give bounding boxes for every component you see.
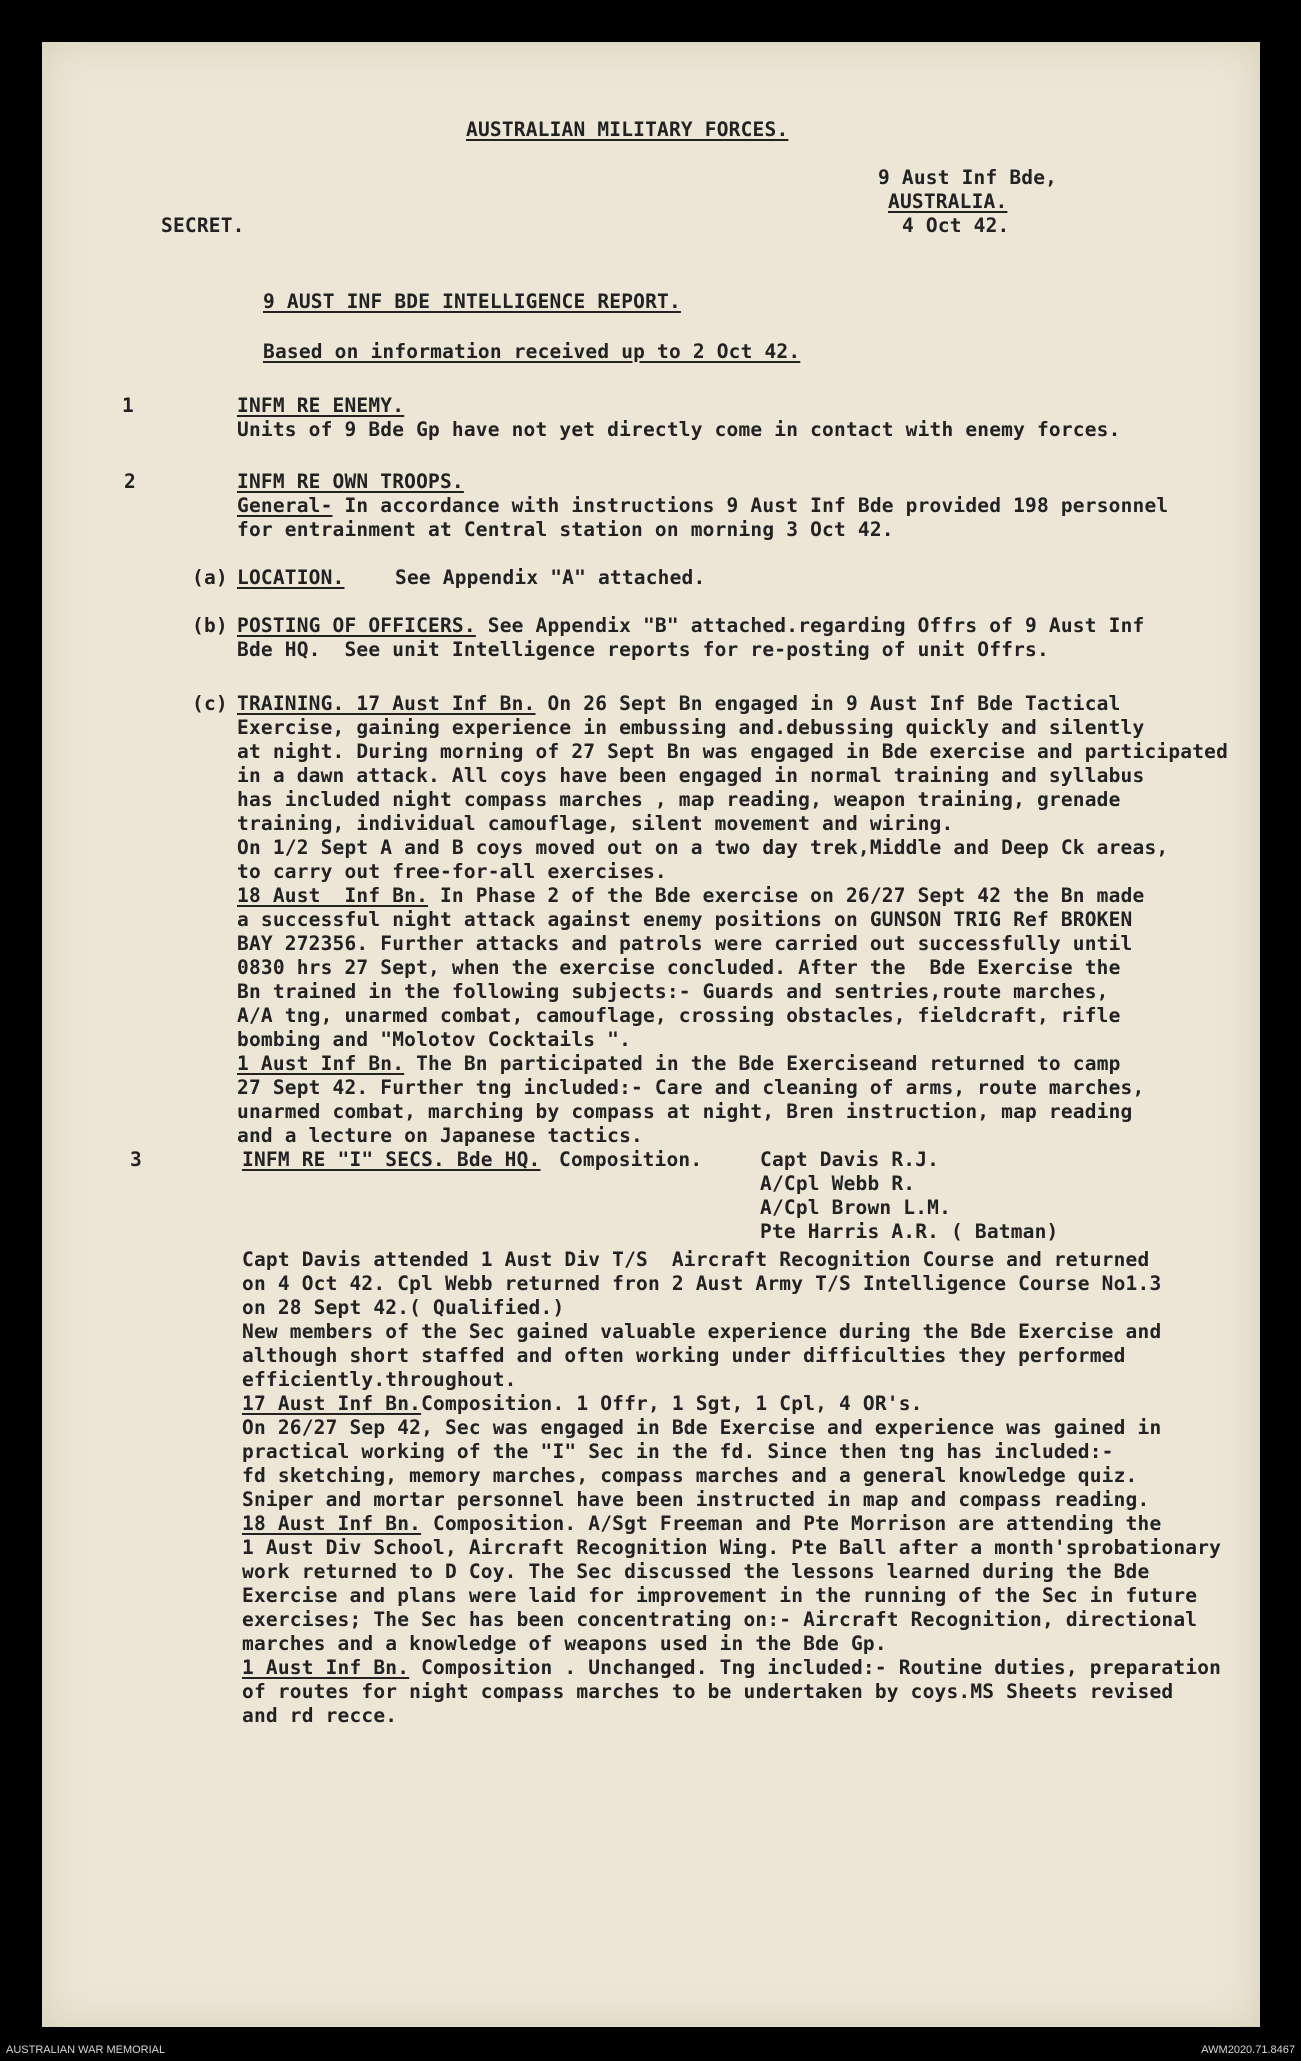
item-c-line-8: to carry out free-for-all exercises. xyxy=(237,860,667,883)
item-c-line-4: in a dawn attack. All coys have been engaged in normal training and syllabus xyxy=(237,764,1145,787)
section-3-line-5: although short staffed and often working under difficulties they performed xyxy=(242,1344,1126,1367)
footer-institution: AUSTRALIAN WAR MEMORIAL xyxy=(6,2044,166,2056)
sec17-line-3: practical working of the "I" Sec in the fd. Since then tng has included:- xyxy=(242,1440,1114,1463)
footer-accession-number: AWM2020.71.8467 xyxy=(1201,2044,1295,2056)
item-c-line-5: has included night compass marches , map reading, weapon training, grenade xyxy=(237,788,1121,811)
sec18-line-1 xyxy=(242,1512,1161,1536)
classification: SECRET. xyxy=(161,214,245,237)
bn18-line-1 xyxy=(237,884,1144,908)
item-b-label: (b) xyxy=(192,614,228,637)
section-3-line-6: efficiently.throughout. xyxy=(242,1368,517,1391)
item-a-heading: LOCATION. xyxy=(237,566,345,589)
item-b-heading: POSTING OF OFFICERS. xyxy=(237,614,476,637)
bn18-line-3: BAY 272356. Further attacks and patrols were carried out successfully until xyxy=(237,932,1133,955)
bn18-heading: 18 Aust Inf Bn. xyxy=(237,884,429,907)
sec17-heading: 17 Aust Inf Bn. xyxy=(242,1392,422,1415)
personnel-4: Pte Harris A.R. ( Batman) xyxy=(760,1220,1059,1243)
header-unit: 9 Aust Inf Bde, xyxy=(878,166,1058,189)
bn18-line-7: bombing and "Molotov Cocktails ". xyxy=(237,1028,632,1051)
header-country: AUSTRALIA. xyxy=(888,190,1008,213)
header-title: AUSTRALIAN MILITARY FORCES. xyxy=(466,118,789,141)
section-3-heading: INFM RE "I" SECS. Bde HQ. xyxy=(242,1148,541,1171)
general-label: General- xyxy=(237,494,333,517)
section-3-line-2: on 4 Oct 42. Cpl Webb returned fron 2 Aust Army T/S Intelligence Course No1.3 xyxy=(242,1272,1162,1295)
personnel-3: A/Cpl Brown L.M. xyxy=(760,1196,952,1219)
section-3-line-1: Capt Davis attended 1 Aust Div T/S Aircraft Recognition Course and returned xyxy=(242,1248,1150,1271)
sec18-line-5: exercises; The Sec has been concentrating on:- Aircraft Recognition, directional xyxy=(242,1608,1198,1631)
section-1-number: 1 xyxy=(122,394,134,417)
sec18-heading: 18 Aust Inf Bn. xyxy=(242,1512,422,1535)
item-c-line-2: Exercise, gaining experience in embussing and.debussing quickly and silently xyxy=(237,716,1145,739)
bn1-line-4: and a lecture on Japanese tactics. xyxy=(237,1124,643,1147)
section-2-heading: INFM RE OWN TROOPS. xyxy=(237,470,464,493)
general-text: In accordance with instructions 9 Aust Inf Bde provided 198 personnel xyxy=(332,494,1169,517)
sec17-line-2: On 26/27 Sep 42, Sec was engaged in Bde Exercise and experience was gained in xyxy=(242,1416,1162,1439)
item-c-heading: TRAINING. 17 Aust Inf Bn. xyxy=(237,692,536,715)
sec17-line-4: fd sketching, memory marches, compass marches and a general knowledge quiz. xyxy=(242,1464,1138,1487)
personnel-2: A/Cpl Webb R. xyxy=(760,1172,916,1195)
sec18-line-3: work returned to D Coy. The Sec discussed the lessons learned during the Bde xyxy=(242,1560,1150,1583)
item-c-label: (c) xyxy=(192,692,228,715)
section-1-line: Units of 9 Bde Gp have not yet directly come in contact with enemy forces. xyxy=(237,418,1121,441)
sec1-text: Composition . Unchanged. Tng included:- Routine duties, preparation xyxy=(409,1656,1222,1679)
section-2-line: for entrainment at Central station on morning 3 Oct 42. xyxy=(237,518,894,541)
bn18-line-5: Bn trained in the following subjects:- Guards and sentries,route marches, xyxy=(237,980,1109,1003)
sec17-text: Composition. 1 Offr, 1 Sgt, 1 Cpl, 4 OR's. xyxy=(421,1392,923,1415)
bn18-line-4: 0830 hrs 27 Sept, when the exercise concluded. After the Bde Exercise the xyxy=(237,956,1121,979)
bn1-line-1 xyxy=(237,1052,1121,1076)
sec17-line-5: Sniper and mortar personnel have been instructed in map and compass reading. xyxy=(242,1488,1150,1511)
section-3-line-4: New members of the Sec gained valuable experience during the Bde Exercise and xyxy=(242,1320,1162,1343)
section-1-heading: INFM RE ENEMY. xyxy=(237,394,405,417)
bn1-text: The Bn participated in the Bde Exerciseand returned to camp xyxy=(404,1052,1121,1075)
item-b-line xyxy=(237,614,1144,638)
sec1-line-2: of routes for night compass marches to be undertaken by coys.MS Sheets revised xyxy=(242,1680,1174,1703)
item-c-line-3: at night. During morning of 27 Sept Bn was engaged in Bde exercise and participated xyxy=(237,740,1229,763)
section-3-number: 3 xyxy=(130,1148,142,1171)
section-3-composition: Composition. xyxy=(559,1148,703,1171)
sec18-line-2: 1 Aust Div School, Aircraft Recognition Wing. Pte Ball after a month'sprobationary xyxy=(242,1536,1222,1559)
bn18-text: In Phase 2 of the Bde exercise on 26/27 Sept 42 the Bn made xyxy=(428,884,1145,907)
section-2-general xyxy=(237,494,1168,518)
section-2-number: 2 xyxy=(124,470,136,493)
bn18-line-6: A/A tng, unarmed combat, camouflage, crossing obstacles, fieldcraft, rifle xyxy=(237,1004,1121,1027)
item-c-text: On 26 Sept Bn engaged in 9 Aust Inf Bde Tactical xyxy=(535,692,1121,715)
sec1-line-1 xyxy=(242,1656,1221,1680)
bn1-heading: 1 Aust Inf Bn. xyxy=(237,1052,405,1075)
item-b-line-2: Bde HQ. See unit Intelligence reports for re-posting of unit Offrs. xyxy=(237,638,1049,661)
sec1-heading: 1 Aust Inf Bn. xyxy=(242,1656,410,1679)
sec18-line-4: Exercise and plans were laid for improvement in the running of the Sec in future xyxy=(242,1584,1198,1607)
sec18-line-6: marches and a knowledge of weapons used in the Bde Gp. xyxy=(242,1632,887,1655)
item-c-line-1 xyxy=(237,692,1121,716)
sec1-line-3: and rd recce. xyxy=(242,1704,398,1727)
section-3-line-3: on 28 Sept 42.( Qualified.) xyxy=(242,1296,565,1319)
sec17-line-1 xyxy=(242,1392,923,1416)
bn1-line-2: 27 Sept 42. Further tng included:- Care and cleaning of arms, route marches, xyxy=(237,1076,1145,1099)
item-c-line-7: On 1/2 Sept A and B coys moved out on a two day trek,Middle and Deep Ck areas, xyxy=(237,836,1169,859)
bn18-line-2: a successful night attack against enemy positions on GUNSON TRIG Ref BROKEN xyxy=(237,908,1133,931)
report-title: 9 AUST INF BDE INTELLIGENCE REPORT. xyxy=(263,290,681,313)
item-c-line-6: training, individual camouflage, silent movement and wiring. xyxy=(237,812,954,835)
item-b-text: See Appendix "B" attached.regarding Offrs of 9 Aust Inf xyxy=(475,614,1145,637)
bn1-line-3: unarmed combat, marching by compass at night, Bren instruction, map reading xyxy=(237,1100,1133,1123)
header-date: 4 Oct 42. xyxy=(902,214,1010,237)
report-subtitle: Based on information received up to 2 Oct 42. xyxy=(263,340,801,363)
item-a-text: See Appendix "A" attached. xyxy=(395,566,706,589)
item-a-label: (a) xyxy=(192,566,228,589)
document-page xyxy=(42,42,1260,2027)
personnel-1: Capt Davis R.J. xyxy=(760,1148,940,1171)
sec18-text: Composition. A/Sgt Freeman and Pte Morrison are attending the xyxy=(421,1512,1162,1535)
